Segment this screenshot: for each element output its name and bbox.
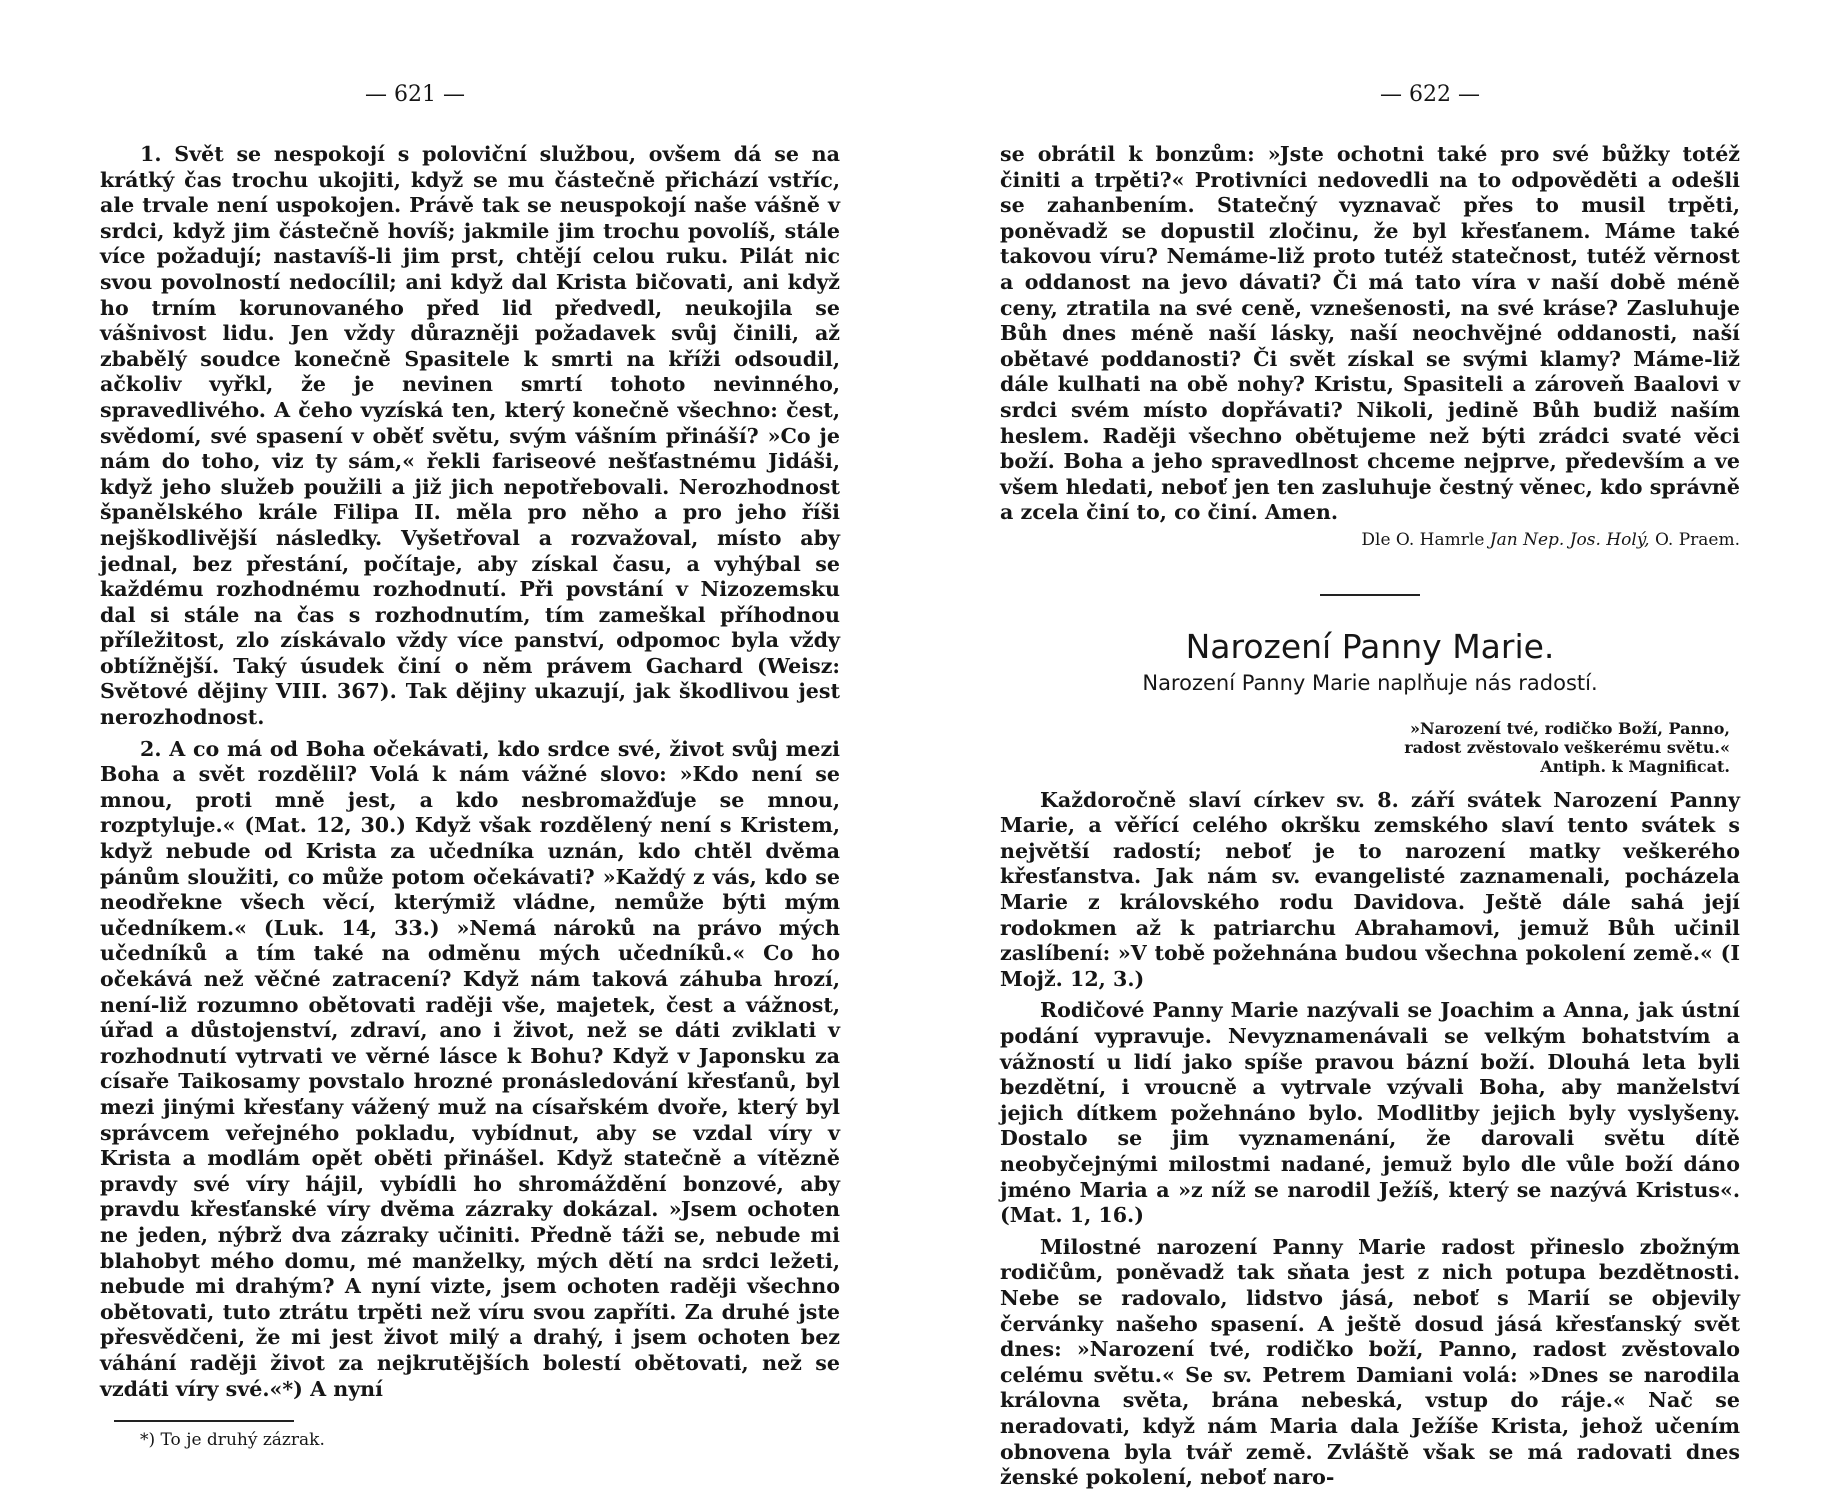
signature bbox=[1000, 528, 1740, 554]
signature-author: Jan Nep. Jos. Holý, bbox=[1489, 529, 1650, 550]
article-paragraph-3: Milostné narození Panny Marie radost přineslo zbožným rodičům, poněvadž tak sňata jest z nich potupa bezdětnosti. Nebe se radovalo, lidstvo jásá, neboť s Marií se objevily červánky našeho spasení. A ještě dosud jásá křesťanský svět dnes: »Narození tvé, rodičko boží, Panno, radost zvěstovalo celému světu.« Se sv. Petrem Damiani volá: »Dnes se narodila královna světa, brána nebeská, vstup do ráje.« Nač se neradovati, když nám Maria dala Ježíše Krista, jehož učením obnovena byla tvář země. Zvláště však se má radovati dnes ženské pokolení, neboť naro- bbox=[1000, 1234, 1740, 1490]
page-number-right: — 622 — bbox=[1380, 82, 1480, 107]
page-number-left: — 621 — bbox=[365, 82, 465, 107]
paragraph-1: 1. Svět se nespokojí s poloviční službou, ovšem dá se na krátký čas trochu ukojiti, když se mu částečně přichází vstříc, ale trvale není uspokojen. Právě tak se neuspokojí naše vášně v srdci, když jim částečně hovíš; jakmile jim trochu povolíš, stále více požadují; nastavíš-li jim prst, chtějí celou ruku. Pilát nic svou povolností nedocílil; ani když dal Krista bičovati, ani když ho trním korunovaného před lid předvedl, neukojila se vášnivost lidu. Jen vždy důrazněji požadavek svůj činili, až zbabělý soudce konečně Spasitele k smrti na kříži odsoudil, ačkoliv vyřkl, že je nevinen smrtí tohoto nevinného, spravedlivého. A čeho vyzíská ten, který konečně všechno: čest, svědomí, své spasení v oběť světu, svým vášním přináší? »Co je nám do toho, viz ty sám,« řekli fariseové nešťastnému Jidáši, když jeho služeb použili a již jich nepotřebovali. Nerozhodnost španělského krále Filipa II. měla pro něho a pro jeho říši nejškodlivější následky. Vyšetřoval a rozvažoval, místo aby jednal, bez přestání, počítaje, aby získal času, a vyhýbal se každému rozhodnému rozhodnutí. Při povstání v Nizozemsku dal si stále na čas s rozhodnutím, tím zameškal příhodnou příležitost, zlo získávalo vždy více panství, odpomoc byla vždy obtížnější. Taký úsudek činí o něm právem Gachard (Weisz: Světové dějiny VIII. 367). Tak dějiny ukazují, jak škodlivou jest nerozhodnost. bbox=[100, 142, 840, 730]
signature-prefix: Dle O. Hamrle bbox=[1361, 529, 1485, 550]
article-paragraph-1: Každoročně slaví církev sv. 8. září svátek Narození Panny Marie, a věřící celého okršku zemského slaví tento svátek s největší radostí; neboť je to narození matky veškerého křesťanstva. Jak nám sv. evangelisté zaznamenali, pocházela Marie z královského rodu Davidova. Ještě dále sahá její rodokmen až k patriarchu Abrahamovi, jemuž Bůh učinil zaslíbení: »V tobě požehnána budou všechna pokolení země.« (I Mojž. 12, 3.) bbox=[1000, 787, 1740, 991]
article-title: Narození Panny Marie. bbox=[1185, 626, 1555, 666]
paragraph-2: 2. A co má od Boha očekávati, kdo srdce své, život svůj mezi Boha a svět rozdělil? Volá k nám vážné slovo: »Kdo není se mnou, proti mně jest, a kdo nesbromažďuje se mnou, rozptyluje.« (Mat. 12, 30.) Když však rozdělený není s Kristem, když nebude od Krista za učedníka uznán, kdo chtěl dvěma pánům sloužiti, co může potom očekávati? »Každý z vás, kdo se neodřekne všech věcí, kterýmiž vládne, nemůže býti mým učedníkem.« (Luk. 14, 33.) »Nemá nároků na právo mých učedníků a tím také na odměnu mých učedníků.« Co ho očekává než věčné zatracení? Když nám taková záhuba hrozí, není-liž rozumno obětovati raději vše, majetek, čest a vážnost, úřad a důstojenství, zdraví, ano i život, než se dáti zviklati v rozhodnutí vytrvati ve věrné lásce k Bohu? Když v Japonsku za císaře Taikosamy povstalo hrozné pronásledování křesťanů, byl mezi jinými křesťany vážený muž na císařském dvoře, který byl správcem veřejného pokladu, vybídnut, aby se vzdal víry v Krista a modlám opět oběti přinášel. Když statečně a vítězně pravdy své víry hájil, vybídli ho shromáždění bonzové, aby pravdu křesťanské víry dvěma zázraky dokázal. »Jsem ochoten ne jeden, nýbrž dva zázraky učiniti. Předně táži se, nebude mi blahobyt mého domu, mé manželky, mých dětí na srdci ležeti, nebude mi drahým? A nyní vizte, jsem ochoten raději všechno obětovati, tuto ztrátu trpěti než víru svou zapříti. Za druhé jste přesvědčeni, že mi jest život milý a drahý, i jsem ochoten bez váhání raději život za nejkrutějších bolestí obětovati, než se vzdáti víry své.«*) A nyní bbox=[100, 736, 840, 1401]
motto-source: Antiph. k Magnificat. bbox=[1540, 756, 1730, 776]
article-subtitle: Narození Panny Marie naplňuje nás radostí. bbox=[1142, 671, 1598, 696]
motto-line-1: »Narození tvé, rodičko Boží, Panno, bbox=[1409, 718, 1730, 738]
article-paragraph-2: Rodičové Panny Marie nazývali se Joachim a Anna, jak ústní podání vypravuje. Nevyznamenávali se velkým bohatstvím a vážností u lidí jako spíše pravou bázní boží. Dlouhá leta byli bezdětní, i vroucně a vytrvale vzývali Boha, aby manželství jejich dítkem požehnáno bylo. Modlitby jejich byly vyslyšeny. Dostalo se jim vyznamenání, že darovali světu dítě neobyčejnými milostmi nadané, jemuž bylo dle vůle boží dáno jméno Maria a »z níž se narodil Ježíš, který se nazývá Kristus«. (Mat. 1, 16.) bbox=[1000, 998, 1740, 1228]
intro-paragraph: se obrátil k bonzům: »Jste ochotni také pro své bůžky totéž činiti a trpěti?« Protivníci nedovedli na to odpověděti a odešli se zahanbením. Statečný vyznavač přes to musil trpěti, poněvadž se dopustil zločinu, že byl křesťanem. Máme také takovou víru? Nemáme-liž proto tutéž statečnost, tutéž věrnost a oddanost na jevo dávati? Či má tato víra v naší době méně ceny, ztratila na své ceně, vznešenosti, na své kráse? Zasluhuje Bůh dnes méně naší lásky, naší neochvějné oddanosti, naší obětavé poddanosti? Či svět získal se svými klamy? Máme-liž dále kulhati na obě nohy? Kristu, Spasiteli a zároveň Baalovi v srdci svém místo dopřávati? Nikoli, jedině Bůh budiž naším heslem. Raději všechno obětujeme než býti zrádci svaté věci boží. Boha a jeho spravedlnost chceme nejprve, především a ve všem hledati, neboť jen ten zasluhuje čestný věnec, kdo správně a zcela činí to, co činí. Amen. bbox=[1000, 142, 1740, 525]
motto-line-2: radost zvěstovalo veškerému světu.« bbox=[1404, 737, 1730, 757]
motto bbox=[1000, 719, 1740, 776]
footnote-divider bbox=[114, 1420, 294, 1422]
section-divider bbox=[1320, 594, 1420, 596]
signature-suffix: O. Praem. bbox=[1654, 529, 1740, 550]
right-page-body bbox=[1000, 142, 1740, 1491]
left-page-body bbox=[100, 142, 840, 1402]
footnote: *) To je druhý zázrak. bbox=[140, 1430, 325, 1450]
